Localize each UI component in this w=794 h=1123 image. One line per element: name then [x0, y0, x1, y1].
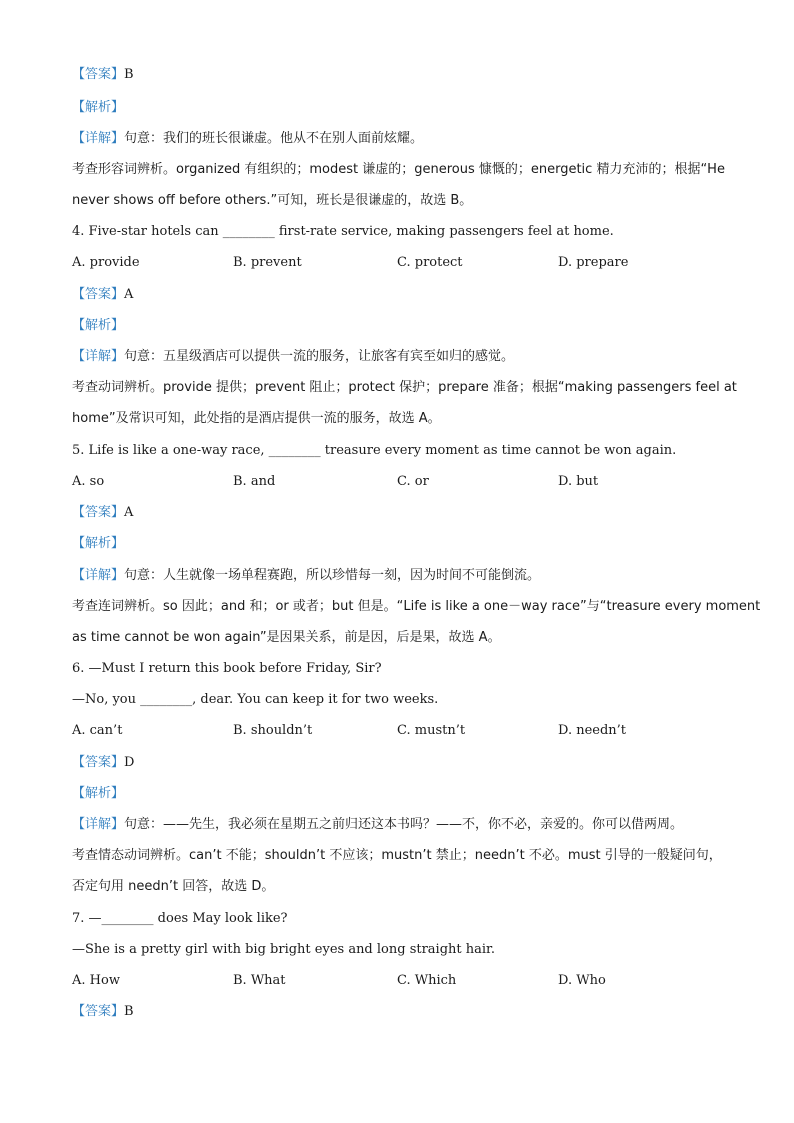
q4-stem: 4. Five-star hotels can ________ first-rate service, making passengers feel at home. [72, 224, 614, 239]
q4-option-c: C. protect [397, 255, 463, 270]
analysis-label: 【解析】 [72, 318, 125, 333]
q5-explain-2: as time cannot be won again”是因果关系，前是因，后是果，故选 A。 [72, 630, 501, 645]
q4-explain-1: 考查动词辨析。provide 提供；prevent 阻止；protect 保护；prepare 准备；根据“making passengers feel at [72, 380, 737, 395]
q6-option-b: B. shouldn’t [233, 723, 313, 738]
q6-option-c: C. mustn’t [397, 723, 466, 738]
answer-label: 【答案】 [72, 1004, 125, 1019]
q4-answer-line [72, 286, 734, 304]
q7-option-c: C. Which [397, 973, 457, 988]
q7-stem-2: —She is a pretty girl with big bright eyes and long straight hair. [72, 942, 495, 957]
q4-detail: 句意：五星级酒店可以提供一流的服务，让旅客有宾至如归的感觉。 [124, 349, 515, 364]
q3-detail-line [72, 130, 734, 148]
q4-answer: A [124, 287, 134, 302]
q6-stem-1: 6. —Must I return this book before Friday, Sir? [72, 661, 382, 676]
q3-analysis-line [72, 99, 734, 117]
q7-option-d: D. Who [558, 973, 606, 988]
answer-label: 【答案】 [72, 755, 125, 770]
detail-label: 【详解】 [72, 131, 125, 146]
q6-option-d: D. needn’t [558, 723, 627, 738]
q5-answer: A [124, 505, 134, 520]
q4-option-d: D. prepare [558, 255, 629, 270]
q3-explain-1: 考查形容词辨析。organized 有组织的；modest 谦虚的；generous 慷慨的；energetic 精力充沛的；根据“He [72, 162, 725, 177]
q5-stem: 5. Life is like a one-way race, ________ treasure every moment as time cannot be won again. [72, 443, 677, 458]
q7-options [0, 972, 794, 990]
detail-label: 【详解】 [72, 568, 125, 583]
answer-label: 【答案】 [72, 287, 125, 302]
q6-explain-1: 考查情态动词辨析。can’t 不能；shouldn’t 不应该；mustn’t 禁止；needn’t 不必。must 引导的一般疑问句， [72, 848, 722, 863]
q6-option-a: A. can’t [72, 723, 123, 738]
analysis-label: 【解析】 [72, 536, 125, 551]
q6-options [0, 722, 794, 740]
q4-explain-2: home”及常识可知，此处指的是酒店提供一流的服务，故选 A。 [72, 411, 441, 426]
q6-detail: 句意：——先生，我必须在星期五之前归还这本书吗？——不，你不必，亲爱的。你可以借两周。 [124, 817, 684, 832]
q5-analysis-line [72, 535, 734, 553]
analysis-label: 【解析】 [72, 786, 125, 801]
q6-analysis-line [72, 785, 734, 803]
q7-answer-line [72, 1003, 734, 1021]
q7-stem-1: 7. —________ does May look like? [72, 911, 288, 926]
q6-stem-2: —No, you ________, dear. You can keep it for two weeks. [72, 692, 439, 707]
q5-options [0, 473, 794, 491]
q4-option-b: B. prevent [233, 255, 302, 270]
q3-answer: B [124, 67, 134, 82]
q4-options [0, 254, 794, 272]
q7-option-b: B. What [233, 973, 286, 988]
q6-answer-line [72, 754, 734, 772]
q4-option-a: A. provide [72, 255, 140, 270]
detail-label: 【详解】 [72, 817, 125, 832]
q5-option-a: A. so [72, 474, 105, 489]
answer-label: 【答案】 [72, 505, 125, 520]
q5-option-b: B. and [233, 474, 276, 489]
q5-detail-line [72, 567, 734, 585]
q3-explain-2: never shows off before others.”可知，班长是很谦虚的，故选 B。 [72, 193, 473, 208]
q5-option-d: D. but [558, 474, 599, 489]
q5-explain-1: 考查连词辨析。so 因此；and 和；or 或者；but 但是。“Life is like a one－way race”与“treasure every moment [72, 599, 761, 614]
q5-option-c: C. or [397, 474, 429, 489]
detail-label: 【详解】 [72, 349, 125, 364]
q4-detail-line [72, 348, 734, 366]
q6-detail-line [72, 816, 734, 834]
q3-answer-line [72, 66, 734, 84]
q5-detail: 句意：人生就像一场单程赛跑，所以珍惜每一刻，因为时间不可能倒流。 [124, 568, 541, 583]
q7-option-a: A. How [72, 973, 120, 988]
q7-answer: B [124, 1004, 134, 1019]
q4-analysis-line [72, 317, 734, 335]
q6-explain-2: 否定句用 needn’t 回答，故选 D。 [72, 879, 275, 894]
analysis-label: 【解析】 [72, 100, 125, 115]
q3-detail: 句意：我们的班长很谦虚。他从不在别人面前炫耀。 [124, 131, 424, 146]
q6-answer: D [124, 755, 135, 770]
q5-answer-line [72, 504, 734, 522]
answer-label: 【答案】 [72, 67, 125, 82]
